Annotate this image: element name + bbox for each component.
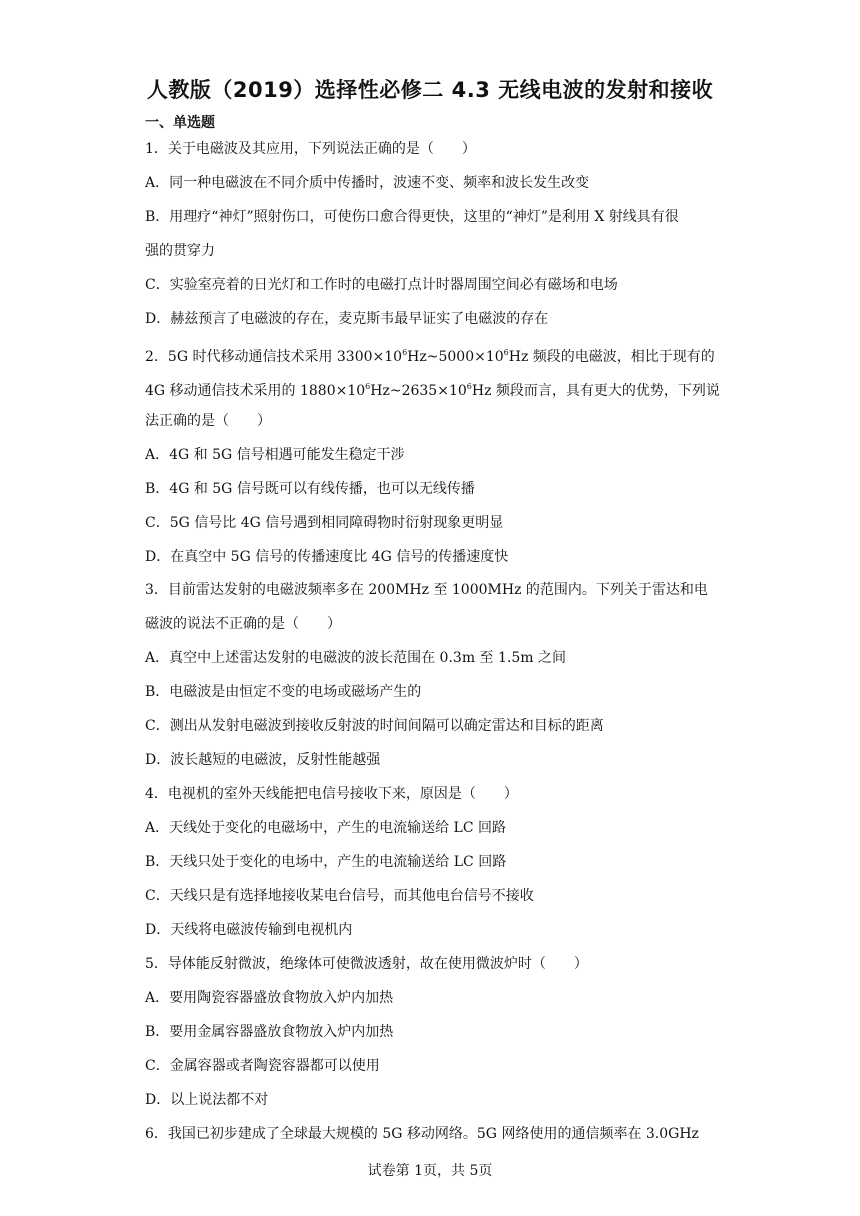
q1-option-b-line1: B．用理疗“神灯”照射伤口，可使伤口愈合得更快，这里的“神灯”是利用 X 射线具有很 [145, 209, 679, 225]
exponent: 6 [365, 382, 371, 391]
q5-option-c: C．金属容器或者陶瓷容器都可以使用 [145, 1058, 380, 1074]
q6-stem-line1: 6．我国已初步建成了全球最大规模的 5G 移动网络。5G 网络使用的通信频率在 3.0GHz [145, 1126, 699, 1142]
q4-option-d: D．天线将电磁波传输到电视机内 [145, 922, 353, 938]
q4-stem: 4．电视机的室外天线能把电信号接收下来，原因是（ ） [145, 786, 518, 802]
exponent: 6 [466, 382, 472, 391]
q2-stem-part: Hz~2635×10 [370, 383, 467, 399]
q5-option-a: A．要用陶瓷容器盛放食物放入炉内加热 [145, 990, 394, 1006]
q1-stem: 1．关于电磁波及其应用，下列说法正确的是（ ） [145, 141, 476, 157]
exponent: 6 [503, 348, 509, 357]
exponent: 6 [402, 348, 408, 357]
q3-stem-line2: 磁波的说法不正确的是（ ） [145, 616, 341, 632]
q3-option-b: B．电磁波是由恒定不变的电场或磁场产生的 [145, 684, 422, 700]
q1-option-d: D．赫兹预言了电磁波的存在，麦克斯韦最早证实了电磁波的存在 [145, 311, 549, 327]
q2-stem-line2 [145, 379, 720, 399]
section-heading: 一、单选题 [145, 115, 215, 131]
q2-stem-part: 2．5G 时代移动通信技术采用 3300×10 [145, 349, 403, 365]
q3-option-c: C．测出从发射电磁波到接收反射波的时间间隔可以确定雷达和目标的距离 [145, 718, 604, 734]
q1-option-b-line2: 强的贯穿力 [145, 243, 215, 259]
q5-option-d: D．以上说法都不对 [145, 1092, 269, 1108]
q5-option-b: B．要用金属容器盛放食物放入炉内加热 [145, 1024, 394, 1040]
q2-stem-line1 [145, 345, 715, 365]
q3-option-d: D．波长越短的电磁波，反射性能越强 [145, 752, 381, 768]
q2-stem-part: Hz~5000×10 [407, 349, 504, 365]
q1-option-a: A．同一种电磁波在不同介质中传播时，波速不变、频率和波长发生改变 [145, 175, 590, 191]
q2-stem-line3: 法正确的是（ ） [145, 413, 271, 429]
q1-option-c: C．实验室亮着的日光灯和工作时的电磁打点计时器周围空间必有磁场和电场 [145, 277, 618, 293]
q2-option-d: D．在真空中 5G 信号的传播速度比 4G 信号的传播速度快 [145, 549, 509, 565]
document-title: 人教版（2019）选择性必修二 4.3 无线电波的发射和接收 [146, 78, 714, 102]
q3-stem-line1: 3．目前雷达发射的电磁波频率多在 200MHz 至 1000MHz 的范围内。下列关于雷达和电 [145, 582, 708, 598]
q2-option-c: C．5G 信号比 4G 信号遇到相同障碍物时衍射现象更明显 [145, 515, 504, 531]
q4-option-c: C．天线只是有选择地接收某电台信号，而其他电台信号不接收 [145, 888, 534, 904]
q4-option-a: A．天线处于变化的电磁场中，产生的电流输送给 LC 回路 [145, 820, 507, 836]
q5-stem: 5．导体能反射微波，绝缘体可使微波透射，故在使用微波炉时（ ） [145, 956, 588, 972]
page-footer: 试卷第 1页，共 5页 [367, 1163, 493, 1179]
q3-option-a: A．真空中上述雷达发射的电磁波的波长范围在 0.3m 至 1.5m 之间 [145, 650, 566, 666]
q2-stem-part: Hz 频段的电磁波，相比于现有的 [508, 349, 715, 365]
q2-stem-part: Hz 频段而言，具有更大的优势，下列说 [471, 383, 720, 399]
q4-option-b: B．天线只处于变化的电场中，产生的电流输送给 LC 回路 [145, 854, 507, 870]
q2-stem-part: 4G 移动通信技术采用的 1880×10 [145, 383, 366, 399]
q2-option-b: B．4G 和 5G 信号既可以有线传播，也可以无线传播 [145, 481, 475, 497]
q2-option-a: A．4G 和 5G 信号相遇可能发生稳定干涉 [145, 447, 405, 463]
